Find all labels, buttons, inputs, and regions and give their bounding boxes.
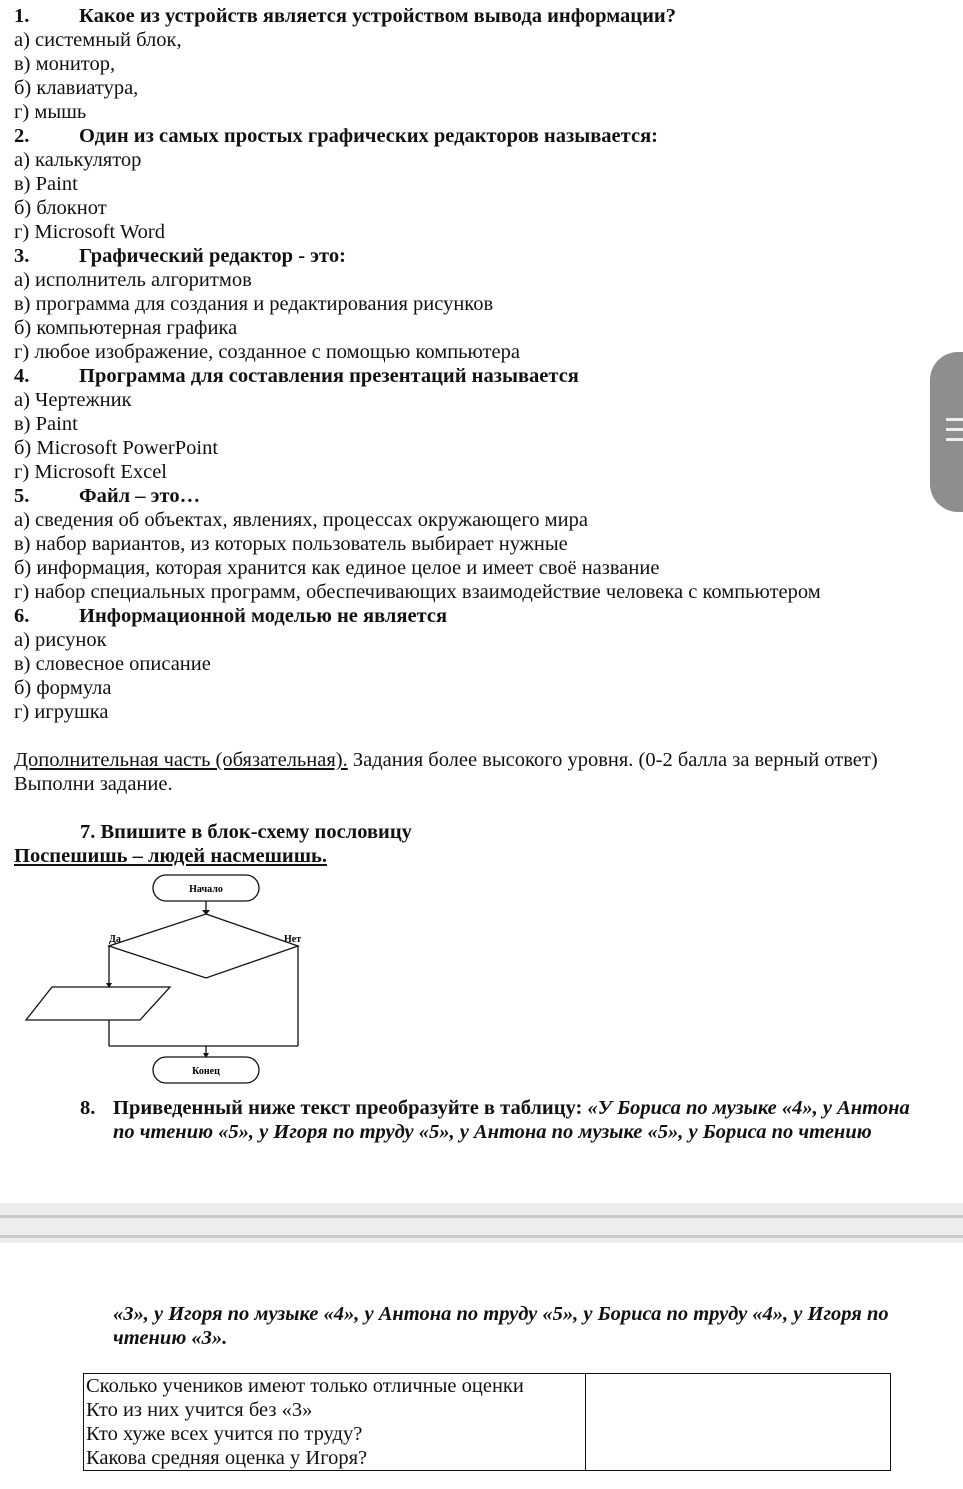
flowchart-no-label: Нет	[284, 934, 302, 945]
task-8-line-3: «3», у Игоря по музыке «4», у Антона по труду «5», у Бориса по труду «4», у Игоря по	[113, 1303, 889, 1325]
page-edge-line	[0, 1235, 963, 1238]
flowchart-start-label: Начало	[189, 884, 223, 895]
task-8-line-4: чтению «3».	[113, 1327, 228, 1349]
question-5-option: б) информация, которая хранится как единое целое и имеет своё название	[14, 557, 660, 579]
question-2-option: в) Paint	[14, 173, 78, 195]
question-4-option: г) Microsoft Excel	[14, 461, 167, 483]
answer-table	[83, 1373, 891, 1471]
table-question-cell: Кто из них учится без «3»	[84, 1398, 586, 1422]
flowchart-diagram	[0, 860, 330, 1090]
question-1-option: а) системный блок,	[14, 29, 182, 51]
question-3-option: б) компьютерная графика	[14, 317, 238, 339]
question-1-title: 1. Какое из устройств является устройством вывода информации?	[14, 5, 676, 27]
question-3-title: 3. Графический редактор - это:	[14, 245, 346, 267]
question-1-option: в) монитор,	[14, 53, 116, 75]
table-answer-cell[interactable]	[586, 1398, 891, 1422]
grip-line-icon	[946, 418, 963, 421]
question-2-option: а) калькулятор	[14, 149, 142, 171]
table-question-cell: Сколько учеников имеют только отличные оценки	[84, 1374, 586, 1399]
question-2-option: б) блокнот	[14, 197, 107, 219]
question-2-option: г) Microsoft Word	[14, 221, 165, 243]
question-5-option: г) набор специальных программ, обеспечивающих взаимодействие человека с компьютером	[14, 581, 821, 603]
question-4-option: б) Microsoft PowerPoint	[14, 437, 219, 459]
question-6-title: 6. Информационной моделью не является	[14, 605, 448, 627]
table-answer-cell[interactable]	[586, 1446, 891, 1471]
task-8-line-2: по чтению «5», у Игоря по труду «5», у Антона по музыке «5», у Бориса по чтению	[113, 1121, 872, 1143]
question-4-title: 4. Программа для составления презентаций называется	[14, 365, 579, 387]
question-6-option: б) формула	[14, 677, 112, 699]
question-1-option: б) клавиатура,	[14, 77, 139, 99]
question-3-option: в) программа для создания и редактирования рисунков	[14, 293, 494, 315]
question-4-option: а) Чертежник	[14, 389, 132, 411]
task-7-title: 7. Впишите в блок-схему пословицу	[80, 821, 412, 843]
flowchart-yes-label: Да	[109, 934, 121, 945]
question-3-option: а) исполнитель алгоритмов	[14, 269, 252, 291]
question-6-option: г) игрушка	[14, 701, 109, 723]
flowchart-io-parallelogram	[26, 987, 170, 1020]
question-6-option: а) рисунок	[14, 629, 107, 651]
question-3-option: г) любое изображение, созданное с помощью компьютера	[14, 341, 520, 363]
question-2-title: 2. Один из самых простых графических редакторов называется:	[14, 125, 658, 147]
table-answer-cell[interactable]	[586, 1422, 891, 1446]
fast-scroll-handle[interactable]	[930, 352, 963, 512]
question-5-option: в) набор вариантов, из которых пользователь выбирает нужные	[14, 533, 568, 555]
grip-line-icon	[946, 428, 963, 431]
table-row	[84, 1374, 891, 1399]
question-1-option: г) мышь	[14, 101, 87, 123]
question-5-option: а) сведения об объектах, явлениях, процессах окружающего мира	[14, 509, 588, 531]
question-4-option: в) Paint	[14, 413, 78, 435]
page-separator	[0, 1203, 963, 1243]
page-edge-line	[0, 1215, 963, 1218]
table-question-cell: Какова средняя оценка у Игоря?	[84, 1446, 586, 1471]
table-question-cell: Кто хуже всех учится по труду?	[84, 1422, 586, 1446]
table-answer-cell[interactable]	[586, 1374, 891, 1399]
extra-part-instruction: Выполни задание.	[14, 773, 173, 795]
task-7-proverb: Поспешишь – людей насмешишь.	[14, 845, 327, 867]
question-5-title: 5. Файл – это…	[14, 485, 201, 507]
question-6-option: в) словесное описание	[14, 653, 211, 675]
table-row	[84, 1446, 891, 1471]
task-8-line-1: 8. Приведенный ниже текст преобразуйте в таблицу: «У Бориса по музыке «4», у Антона	[80, 1097, 910, 1119]
table-row	[84, 1398, 891, 1422]
table-row	[84, 1422, 891, 1446]
flowchart-decision-diamond	[109, 914, 298, 978]
extra-part-heading: Дополнительная часть (обязательная). Задания более высокого уровня. (0-2 балла за верный ответ)	[14, 749, 878, 771]
grip-line-icon	[946, 438, 963, 441]
flowchart-end-label: Конец	[192, 1066, 220, 1077]
